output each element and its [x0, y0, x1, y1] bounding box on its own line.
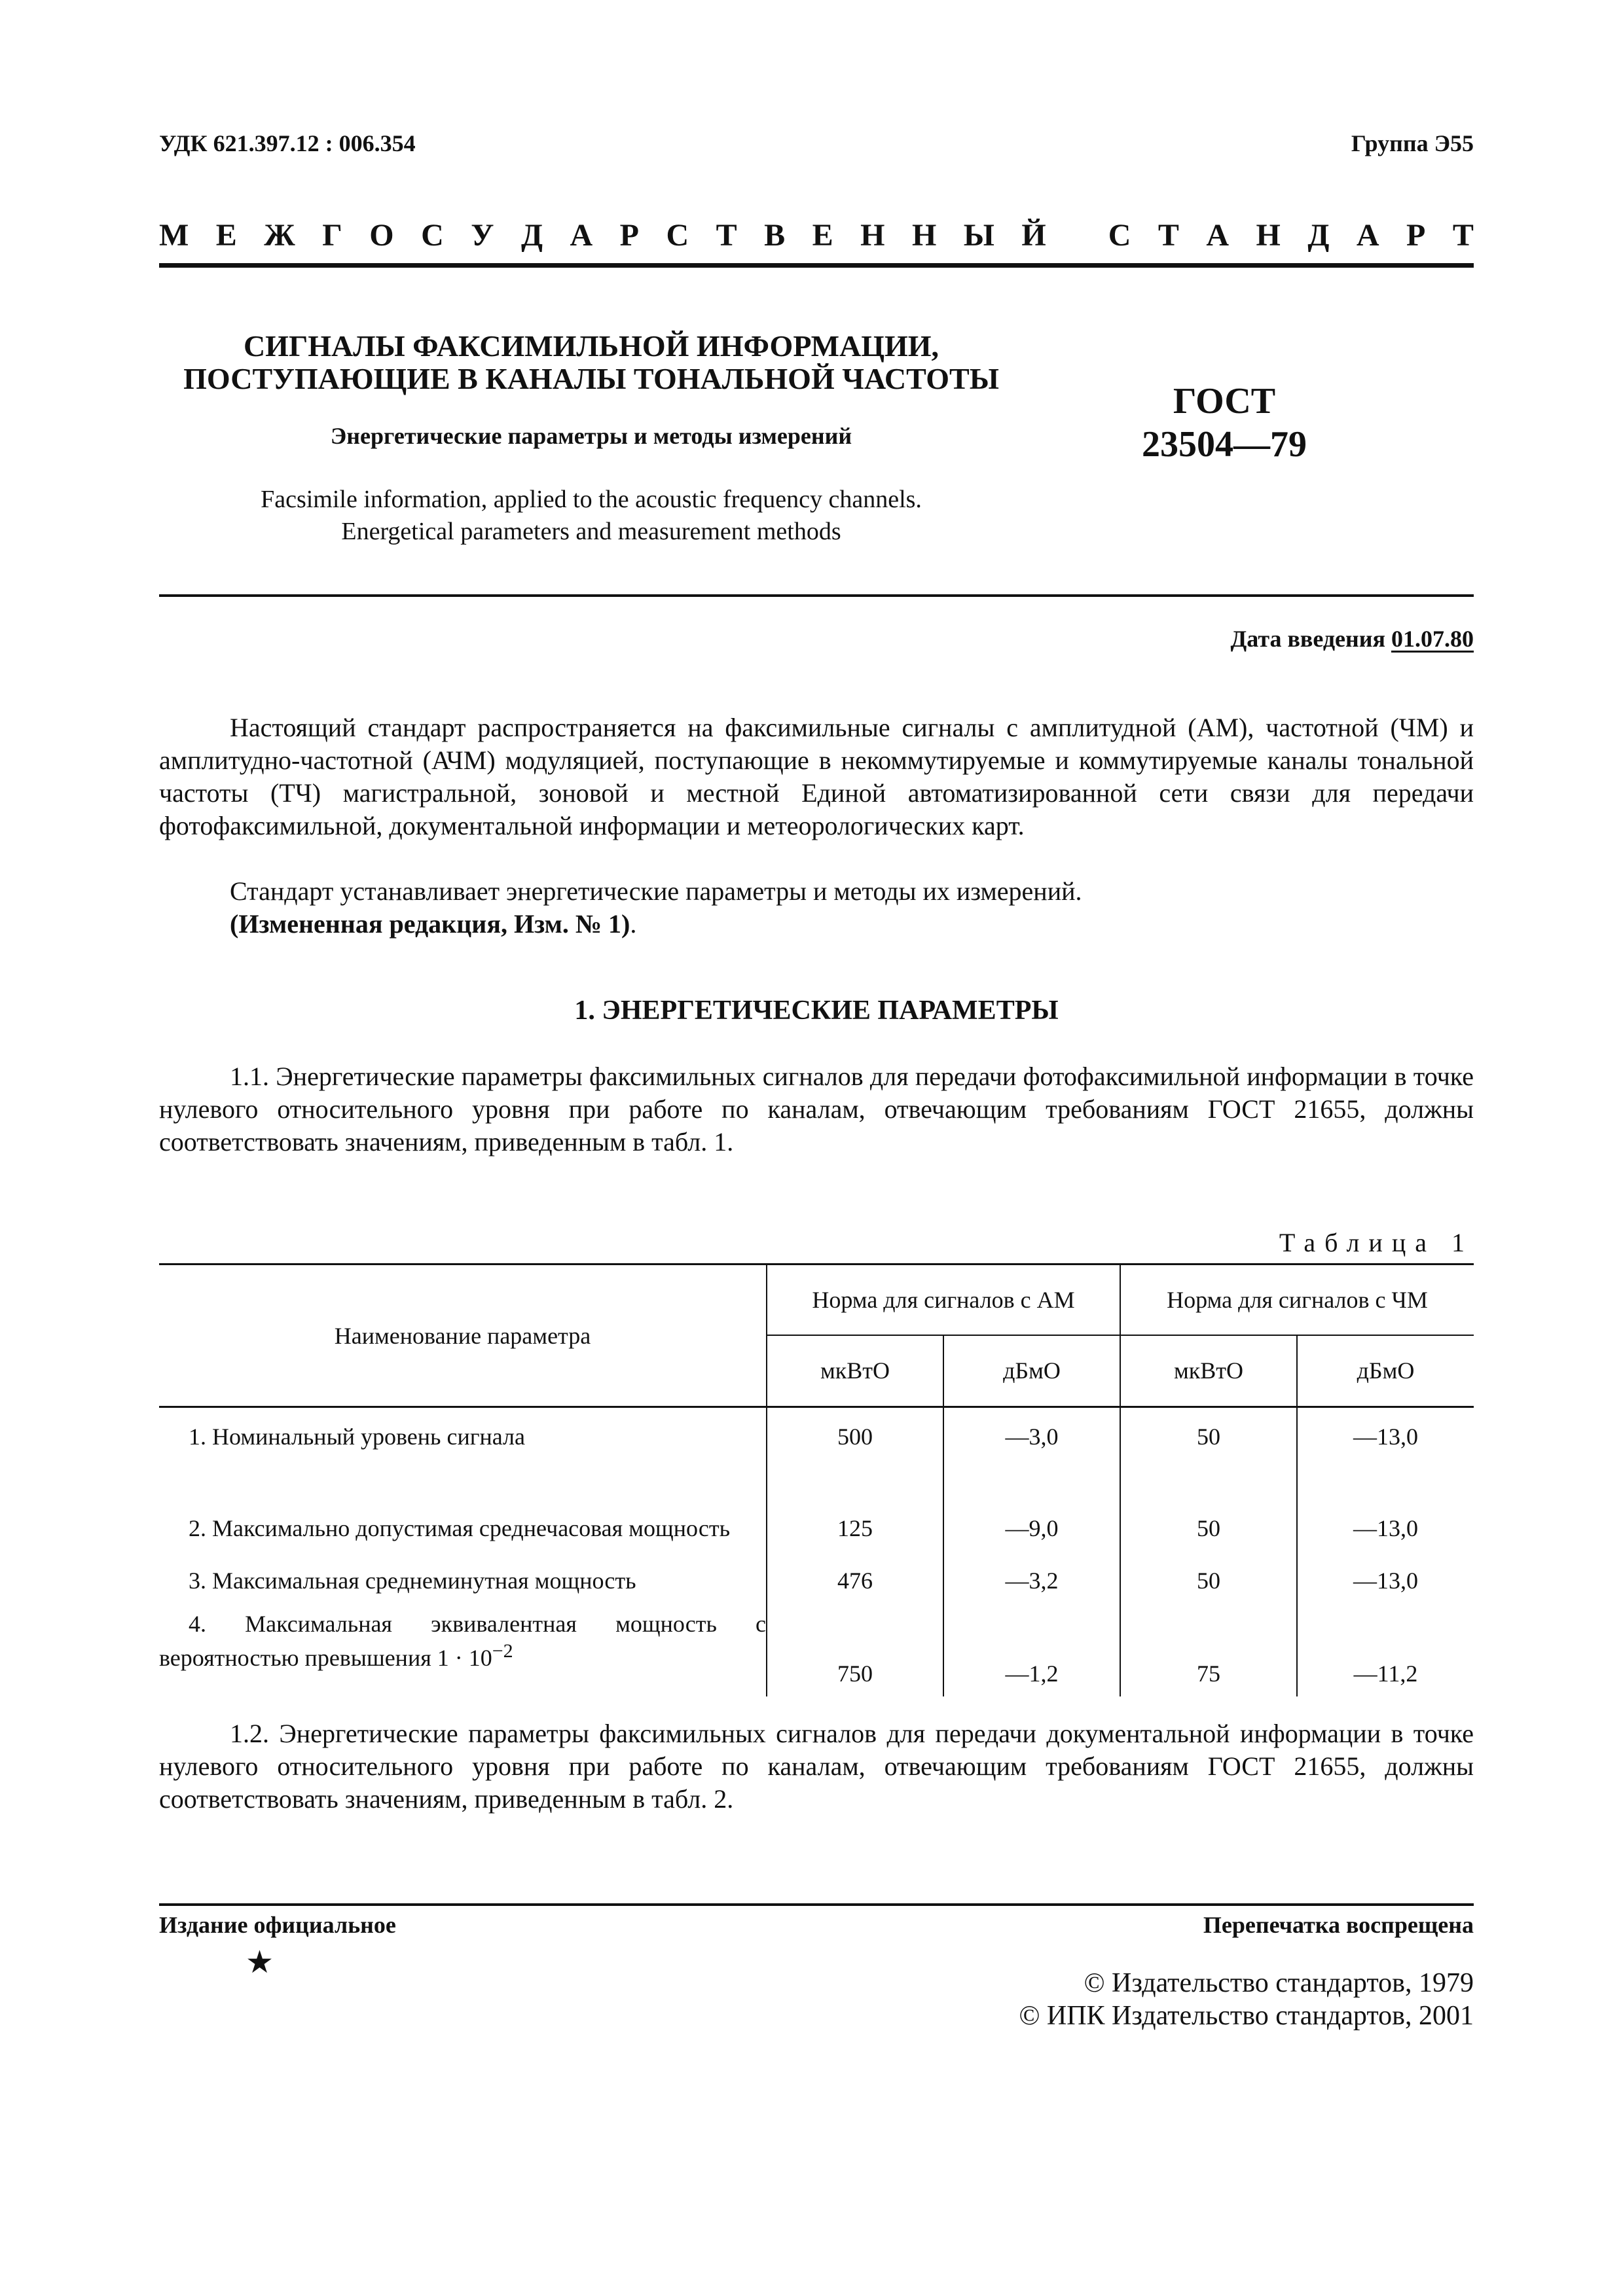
table-header-name: Наименование параметра [159, 1265, 767, 1407]
heading-letter: Г [322, 218, 342, 253]
section-heading: 1. ЭНЕРГЕТИЧЕСКИЕ ПАРАМЕТРЫ [574, 996, 1059, 1026]
cell-am-dbm: —1,2 [943, 1610, 1120, 1696]
reprint-prohibited: Перепечатка воспрещена [1203, 1912, 1474, 1938]
cell-am-mkw: 500 [767, 1407, 943, 1466]
heading-letter: Т [1452, 218, 1474, 253]
heading-letter: А [570, 218, 593, 253]
amendment-end: . [630, 909, 637, 939]
intro-paragraph: Настоящий стандарт распространяется на факсимильные сигналы с амплитудной (АМ), частотной (ЧМ) и амплитудно-частотной (АЧМ) модуляцией, поступающие в некоммутируемые и коммутируемые каналы тональной частоты (ТЧ) магистральной, зоновой и местной Единой автоматизированной сети связи для передачи фотофаксимильной, документальной информации и метеорологических карт. [159, 713, 1474, 840]
heading-letter: С [666, 218, 689, 253]
effective-date [1231, 625, 1474, 653]
heading-letter: Е [215, 218, 237, 253]
amendment-text: (Измененная редакция, Изм. № 1) [230, 909, 630, 939]
row-name: 2. Максимально допустимая среднечасовая мощность [189, 1515, 730, 1541]
clause-1-2: 1.2. Энергетические параметры факсимильных сигналов для передачи документальной информации в точке нулевого относительного уровня при работе по каналам, отвечающим требованиям ГОСТ 21655, должны соответствовать значениям, приведенным в табл. 2. [159, 1719, 1474, 1814]
heading-letter: А [1206, 218, 1230, 253]
table-caption: Таблица 1 [1279, 1228, 1474, 1257]
cell-fm-dbm: —11,2 [1297, 1610, 1474, 1696]
doc-subtitle: Энергетические параметры и методы измерений [330, 423, 852, 449]
official-edition: Издание официальное [159, 1912, 396, 1938]
title-rule [159, 594, 1474, 597]
heading-letter: М [159, 218, 189, 253]
heading-letter [1073, 217, 1081, 253]
row-name: 3. Максимальная среднеминутная мощность [189, 1567, 636, 1594]
heading-letter: Д [1307, 218, 1330, 253]
table-header-am: Норма для сигналов с АМ [767, 1265, 1120, 1335]
table-header-fm: Норма для сигналов с ЧМ [1120, 1265, 1474, 1335]
udk-code: УДК 621.397.12 : 006.354 [159, 130, 416, 156]
gost-label: ГОСТ [1173, 381, 1276, 422]
effective-date-value: 01.07.80 [1391, 626, 1474, 652]
unit-am-mkw: мкВтО [767, 1335, 943, 1407]
heading-letter: Ж [264, 218, 295, 253]
english-title-line2: Energetical parameters and measurement methods [341, 518, 841, 545]
table-row [159, 1466, 1474, 1551]
cell-am-mkw: 476 [767, 1551, 943, 1610]
heading-letter: Ы [963, 218, 994, 253]
clause-1-1: 1.1. Энергетические параметры факсимильных сигналов для передачи фотофаксимильной информации в точке нулевого относительного уровня при работе по каналам, отвечающим требованиям ГОСТ 21655, должны соответствовать значениям, приведенным в табл. 1. [159, 1062, 1474, 1157]
cell-am-mkw: 125 [767, 1466, 943, 1551]
row-name-text: 4. Максимальная эквивалентная мощность с вероятностью превышения 1 · 10 [159, 1610, 766, 1671]
heading-letter: А [1356, 218, 1379, 253]
row-name-exponent: −2 [492, 1640, 513, 1662]
cell-am-dbm: —9,0 [943, 1466, 1120, 1551]
table-row [159, 1407, 1474, 1466]
heading-letter: У [471, 218, 494, 253]
cell-fm-dbm: —13,0 [1297, 1551, 1474, 1610]
cell-am-dbm: —3,0 [943, 1407, 1120, 1466]
header-rule [159, 263, 1474, 268]
heading-letter: Т [716, 218, 737, 253]
heading-letter: Р [619, 218, 639, 253]
star-icon: ★ [246, 1945, 274, 1980]
cell-am-mkw: 750 [767, 1610, 943, 1696]
unit-fm-mkw: мкВтО [1120, 1335, 1297, 1407]
heading-letter: Е [812, 218, 833, 253]
copyright-2001: © ИПК Издательство стандартов, 2001 [1019, 2001, 1474, 2031]
heading-letter: Д [520, 218, 543, 253]
heading-letter: Р [1406, 218, 1426, 253]
cell-fm-dbm: —13,0 [1297, 1466, 1474, 1551]
heading-letter: Н [911, 218, 937, 253]
heading-letter: В [764, 218, 786, 253]
heading-letter: С [1108, 218, 1131, 253]
english-title-line1: Facsimile information, applied to the acoustic frequency channels. [261, 486, 922, 513]
table-row [159, 1610, 1474, 1696]
cell-am-dbm: —3,2 [943, 1551, 1120, 1610]
footer-rule [159, 1903, 1474, 1906]
cell-fm-dbm: —13,0 [1297, 1407, 1474, 1466]
cell-fm-mkw: 50 [1120, 1407, 1297, 1466]
row-name: 1. Номинальный уровень сигнала [189, 1424, 525, 1450]
heading-letter: Т [1158, 218, 1179, 253]
unit-am-dbm: дБмО [943, 1335, 1120, 1407]
group-code: Группа Э55 [1351, 130, 1474, 156]
table-row [159, 1551, 1474, 1610]
amendment-note [159, 908, 1474, 941]
doc-title-line2: ПОСТУПАЮЩИЕ В КАНАЛЫ ТОНАЛЬНОЙ ЧАСТОТЫ [183, 362, 999, 395]
unit-fm-dbm: дБмО [1297, 1335, 1474, 1407]
heading-letter: С [421, 218, 444, 253]
heading-letter: Н [860, 218, 885, 253]
cell-fm-mkw: 75 [1120, 1610, 1297, 1696]
interstate-standard-heading [159, 217, 1474, 253]
doc-title-line1: СИГНАЛЫ ФАКСИМИЛЬНОЙ ИНФОРМАЦИИ, [243, 329, 939, 363]
heading-letter: О [369, 218, 394, 253]
copyright-1979: © Издательство стандартов, 1979 [1084, 1968, 1474, 1998]
cell-fm-mkw: 50 [1120, 1551, 1297, 1610]
heading-letter: Н [1256, 218, 1281, 253]
row-name [159, 1610, 767, 1696]
effective-date-label: Дата введения [1230, 626, 1385, 652]
parameters-table [159, 1263, 1474, 1696]
intro-scope: Стандарт устанавливает энергетические параметры и методы их измерений. [230, 876, 1082, 906]
cell-fm-mkw: 50 [1120, 1466, 1297, 1551]
heading-letter: Й [1021, 218, 1046, 253]
gost-number: 23504—79 [1142, 424, 1307, 465]
